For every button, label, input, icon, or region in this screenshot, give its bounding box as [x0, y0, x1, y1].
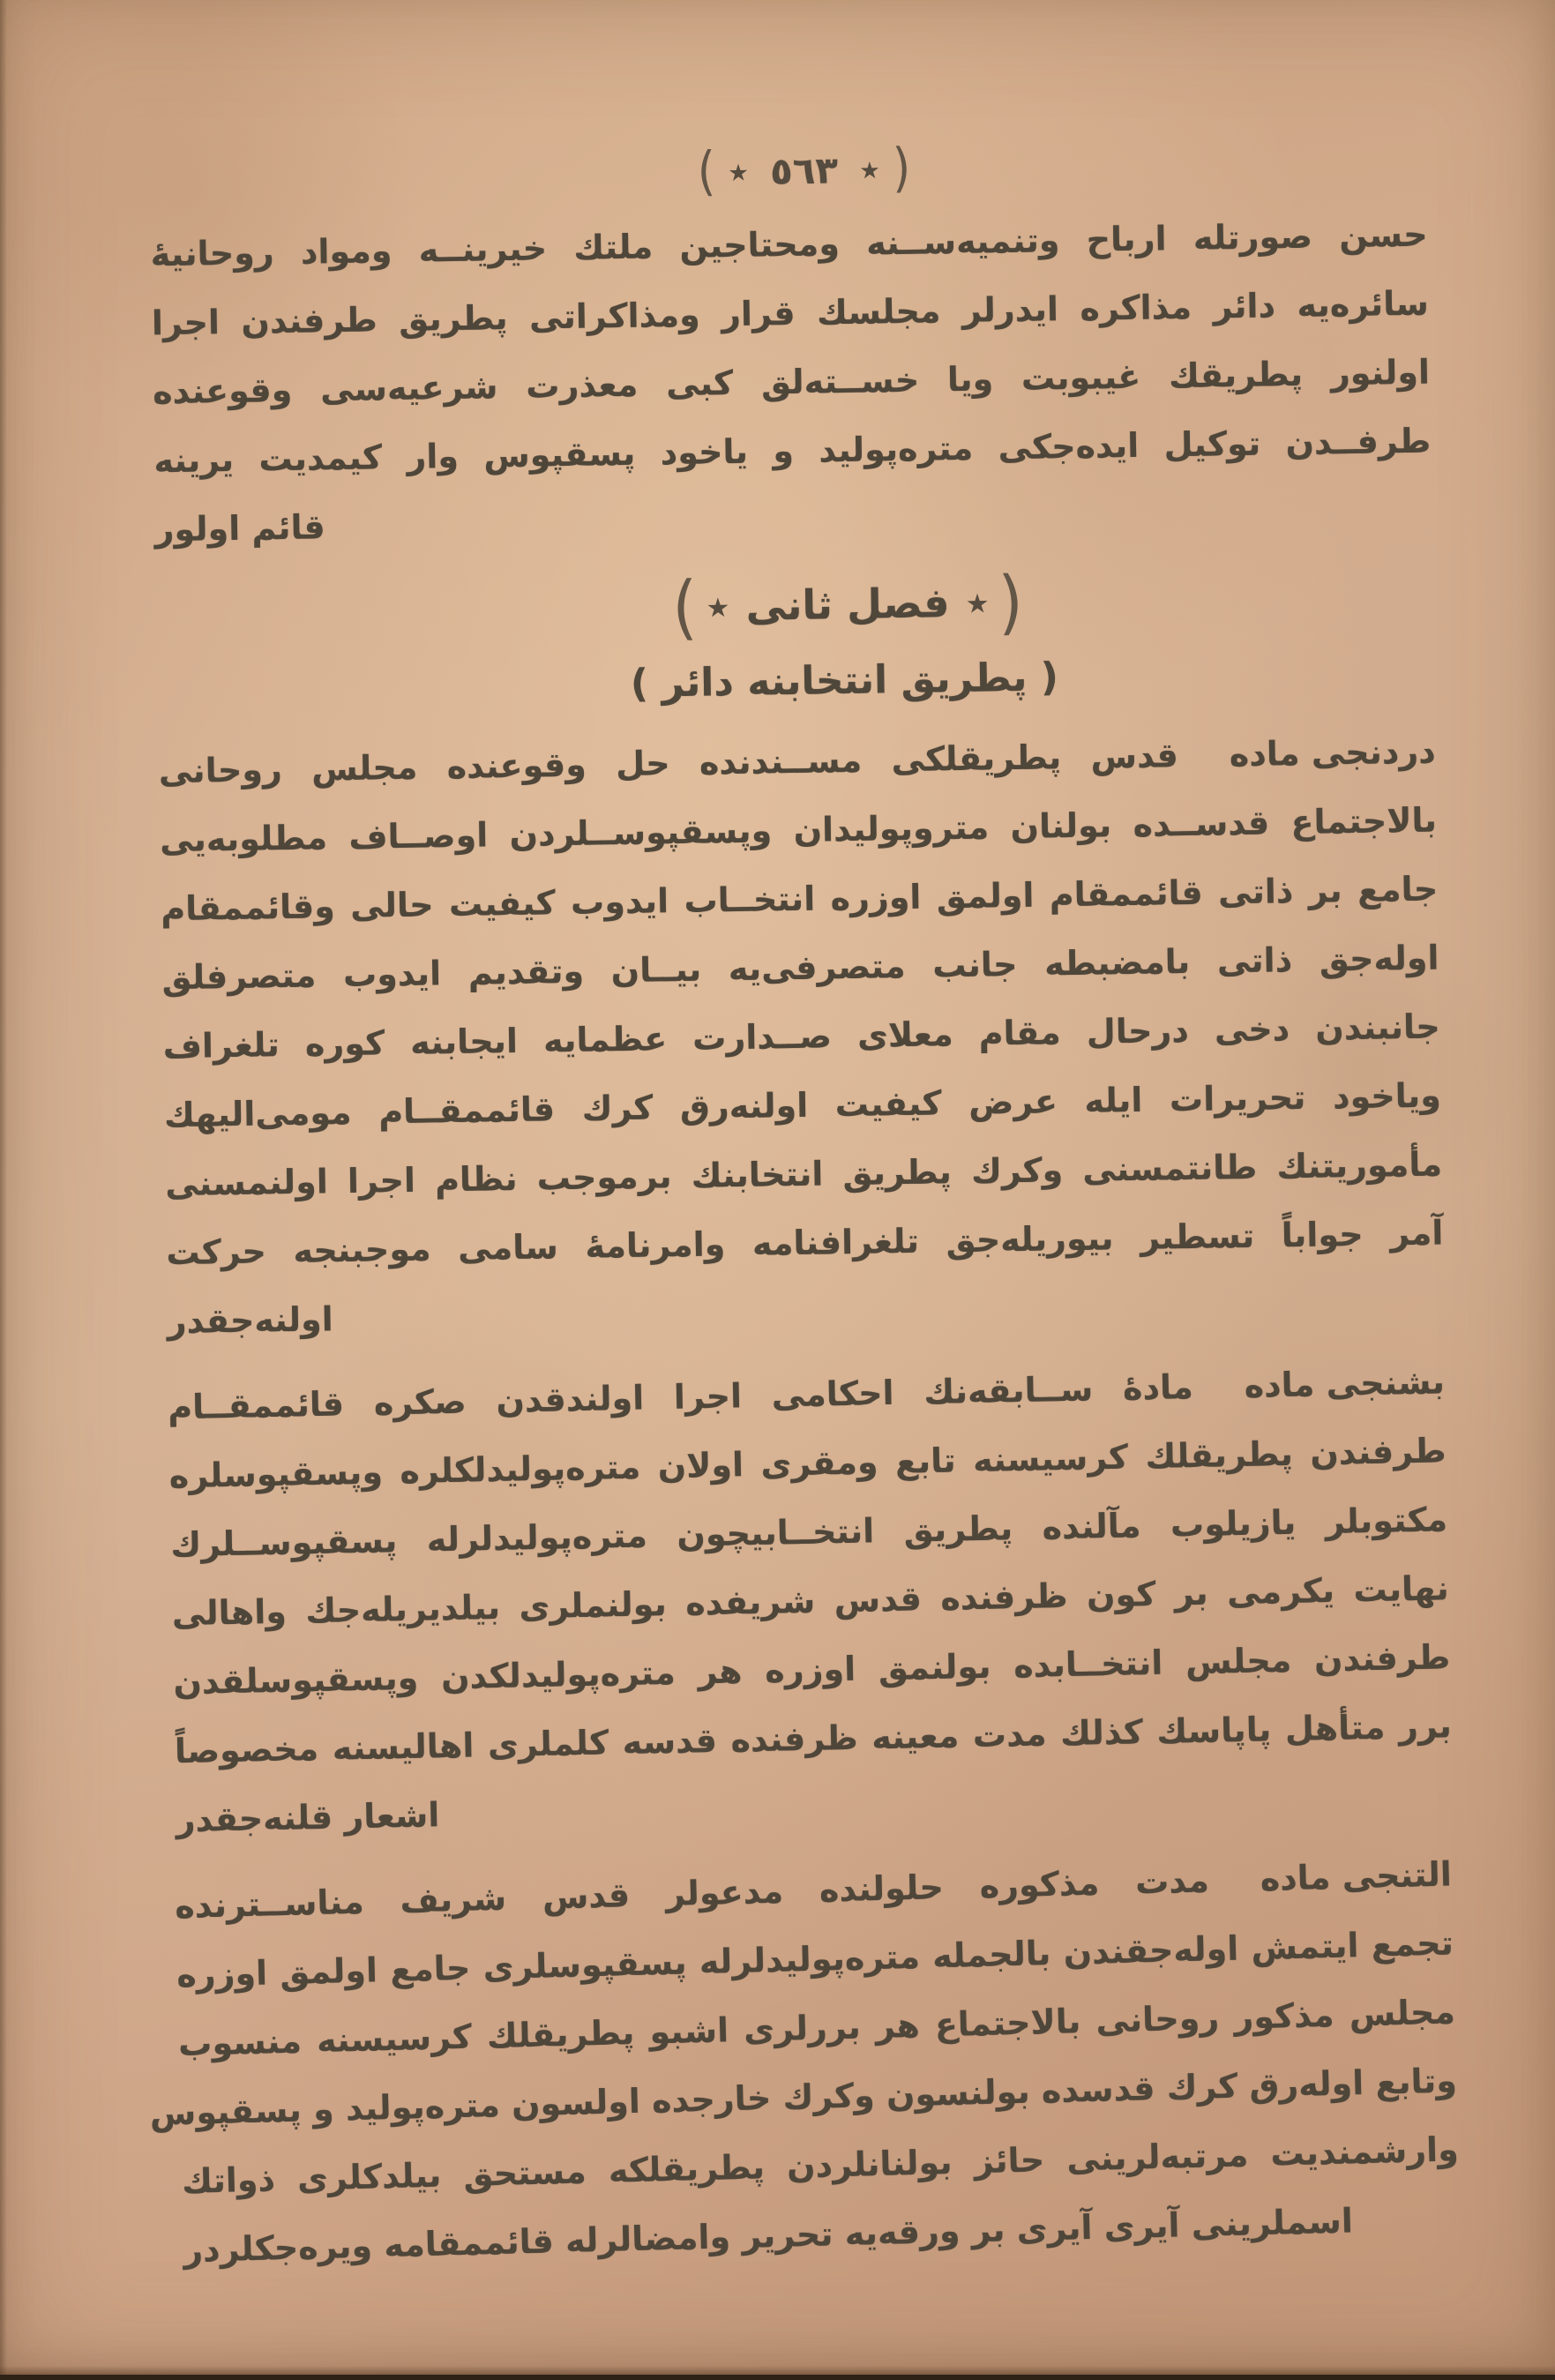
text-line: مجلس مذكور روحانى بالاجتماع هر بررلرى اشبو پطريقلك كرسيسنه منسوب [177, 1992, 1456, 2064]
text-line: برر متأهل پاپاسك كذلك مدت معينه ظرفنده قدسه كلملرى اهاليسنه مخصوصاً [174, 1706, 1453, 1771]
page-left-edge-shadow [0, 0, 7, 2380]
text-line: مأموريتنك طانتمسنى وكرك پطريق انتخابنك برموجب نظام اجرا اولنمسنى [164, 1144, 1443, 1204]
text-line: سائره‌يه دائر مذاكره ايدرلر مجلسك قرار ومذاكراتى پطريق طرفندن اجرا [151, 283, 1430, 343]
paragraph-tail-line: اشعار قلنه‌جقدر [176, 1795, 440, 1840]
text-column [150, 200, 1459, 2279]
intro-paragraph [150, 200, 1432, 565]
floral-ornament-icon: ٭ [727, 148, 750, 195]
text-line: اولنور پطريقك غيبوبت ويا خســته‌لق كبى معذرت شرعيه‌سى وقوعنده [152, 352, 1431, 412]
text-line: مكتوبلر يازيلوب مآلنده پطريق انتخــابيچون متره‌پوليدلرله پسقپوســلرك [169, 1500, 1448, 1565]
text-line: بالاجتماع قدســده بولنان متروپوليدان وپسقپوســلردن اوصــاف مطلوبه‌يى [159, 800, 1438, 860]
paragraph-tail-line: اولنه‌جقدر [167, 1299, 334, 1342]
floral-ornament-icon: ٭ [858, 146, 881, 192]
paragraph-tail-line: اسملرينى آيرى آيرى بر ورقه‌يه تحرير وامضالرله قائممقامه ويره‌جكلردر [183, 2201, 1354, 2270]
article-label: دردنجى ماده [1229, 731, 1437, 775]
chapter-title: فصل ثانى [745, 579, 950, 630]
text-line: طرفندن مجلس انتخــابده بولنمق اوزره هر متره‌پوليدلكدن وپسقپوسلقدن [173, 1637, 1451, 1703]
article-label: بشنجى ماده [1244, 1362, 1446, 1405]
ornament-curl-icon: ( [697, 141, 716, 203]
ornament-curl-icon: ) [892, 138, 911, 199]
article-label: التنجى ماده [1260, 1854, 1453, 1898]
article-fifth [167, 1347, 1454, 1854]
text-line: وياخود تحريرات ايله عرض كيفيت اولنه‌رق كرك قائممقــام مومى‌اليهك [163, 1075, 1442, 1135]
page-number: ٥٦٣ [769, 147, 839, 193]
text-line: آمر جواباً تسطير بيوريله‌جق تلغرافنامه وامرنامهٔ سامى موجبنجه حركت [166, 1213, 1444, 1273]
text-line: جامع بر ذاتى قائممقام اولمق اوزره انتخــاب ايدوب كيفيت حالى وقائممقام [161, 869, 1439, 929]
text-line: جانبندن دخى درحال مقام معلاى صــدارت عظمايه ايجابنه كوره تلغراف [162, 1007, 1440, 1067]
floral-ornament-icon: ٭ [964, 576, 991, 628]
text-line: مدت مذكوره حلولنده مدعولر قدس شريف مناســترنده [174, 1860, 1210, 1927]
text-line: وارشمنديت مرتبه‌لرينى حائز بولنانلردن پطريقلكه مستحق بيلدكلرى ذواتك [181, 2129, 1460, 2202]
text-line: نهايت يكرمى بر كون ظرفنده قدس شريفده بولنملرى بيلديريله‌جك واهالى [171, 1568, 1450, 1634]
ornament-curl-icon: ) [997, 560, 1024, 643]
chapter-subtitle: ( پطريق انتخابنه دائر ) [630, 655, 1059, 707]
floral-ornament-icon: ٭ [705, 580, 731, 632]
text-line: طرفندن پطريقلك كرسيسنه تابع ومقرى اولان متره‌پوليدلكلره وپسقپوسلره [168, 1431, 1447, 1496]
ornament-curl-icon: ( [671, 565, 699, 648]
text-line: طرفــدن توكيل ايده‌جكى متره‌پوليد و ياخود پسقپوس وار كيمديت يرينه [153, 421, 1432, 481]
text-line: قدس پطريقلكى مســندنده حل وقوعنده مجلس روحانى [158, 736, 1179, 791]
text-line: وتابع اوله‌رق كرك قدسده بولنسون وكرك خارجده اولسون متره‌پوليد و پسقپوس [149, 2061, 1458, 2133]
paragraph-tail-line: قائم اولور [154, 507, 325, 550]
page-bottom-edge [0, 2375, 1555, 2380]
text-line: مادهٔ ســابقه‌نك احكامى اجرا اولندقدن صكره قائممقــام [167, 1367, 1194, 1427]
page-bottom-edge-shadow [0, 2366, 1555, 2375]
text-line: حسن صورتله ارباح وتنميه‌ســنه ومحتاجين ملتك خيرينــه ومواد روحانيهٔ [150, 214, 1428, 274]
article-fourth [158, 717, 1445, 1357]
text-line: اوله‌جق ذاتى بامضبطه جانب متصرفى‌يه بيــان وتقديم ايدوب متصرفلق [161, 938, 1439, 998]
text-line: تجمع ايتمش اوله‌جقندن بالجمله متره‌پوليدلرله پسقپوسلرى جامع اولمق اوزره [176, 1923, 1454, 1995]
article-sixth [149, 1839, 1461, 2284]
